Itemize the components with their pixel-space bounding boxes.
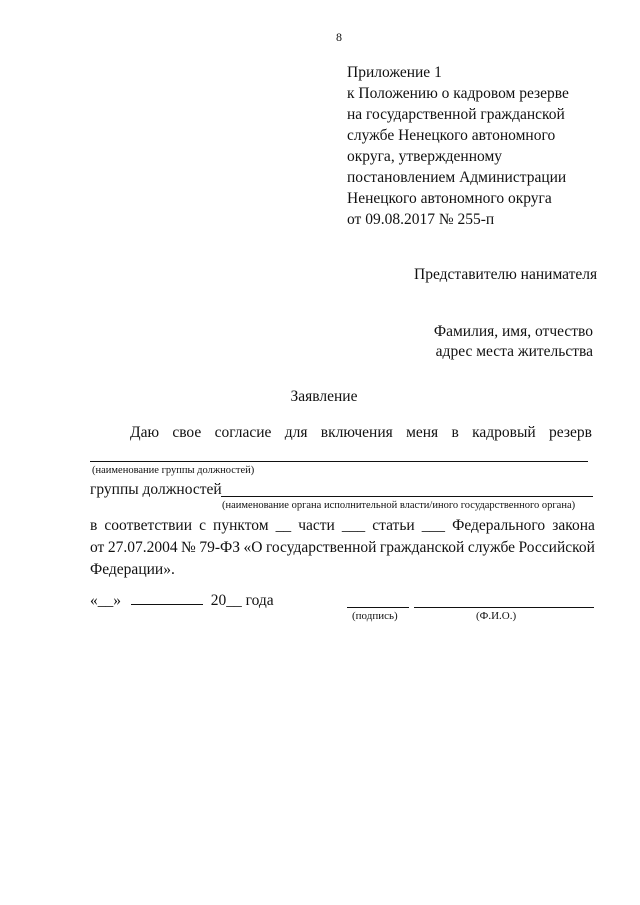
law-word: пунктом	[213, 517, 269, 534]
group-fill-line[interactable]	[90, 461, 588, 462]
law-word: службе	[467, 539, 516, 556]
law-word: в	[90, 517, 98, 534]
fio-line[interactable]	[414, 607, 594, 608]
law-word: государственной	[265, 539, 377, 556]
appendix-line: постановлением Администрации	[347, 169, 567, 186]
law-word: 27.07.2004	[107, 539, 178, 556]
law-row: Федерации».	[90, 561, 175, 578]
point-blank[interactable]: __	[275, 517, 292, 534]
law-word: «О	[243, 539, 263, 556]
appendix-line: Приложение 1	[347, 64, 442, 81]
law-word: закона	[552, 517, 595, 534]
page-number: 8	[336, 30, 342, 44]
article-blank[interactable]: ___	[421, 517, 446, 534]
organ-fill-line[interactable]	[221, 496, 593, 497]
signature-line[interactable]	[347, 607, 409, 608]
consent-line	[130, 424, 592, 442]
organ-caption: (наименование органа исполнительной власти/иного государственного органа)	[222, 500, 576, 511]
consent-word: свое	[172, 424, 202, 441]
consent-word: резерв	[549, 424, 592, 441]
appendix-line: Ненецкого автономного округа	[347, 190, 552, 207]
law-word: гражданской	[379, 539, 465, 556]
consent-word: кадровый	[472, 424, 536, 441]
signature-caption: (подпись)	[352, 610, 398, 622]
law-word: с	[199, 517, 206, 534]
appendix-line: округа, утвержденному	[347, 148, 503, 165]
appendix-line: к Положению о кадровом резерве	[347, 85, 569, 102]
consent-word: для	[284, 424, 308, 441]
law-word: части	[298, 517, 335, 534]
law-word: Российской	[518, 539, 595, 556]
consent-word: включения	[320, 424, 393, 441]
applicant-address-label: адрес места жительства	[435, 343, 593, 360]
day-blank[interactable]: «__»	[90, 592, 121, 609]
consent-word: согласие	[214, 424, 272, 441]
law-word: 79-ФЗ	[199, 539, 241, 556]
group-caption: (наименование группы должностей)	[92, 465, 255, 476]
applicant-name-label: Фамилия, имя, отчество	[433, 323, 593, 340]
appendix-line: службе Ненецкого автономного	[347, 127, 556, 144]
law-row	[90, 537, 595, 559]
addressee: Представителю нанимателя	[414, 266, 598, 283]
document-title: Заявление	[290, 388, 358, 405]
year-blank[interactable]: 20__ года	[210, 592, 274, 609]
appendix-line: от 09.08.2017 № 255-п	[347, 211, 495, 228]
group-label: группы должностей	[90, 481, 222, 498]
month-blank[interactable]	[131, 592, 203, 605]
law-word: Федерального	[452, 517, 546, 534]
part-blank[interactable]: ___	[341, 517, 366, 534]
fio-caption: (Ф.И.О.)	[476, 610, 517, 622]
consent-word: Даю	[130, 424, 160, 441]
law-row	[90, 515, 595, 537]
date-line	[90, 592, 274, 610]
applicant-block	[434, 322, 593, 362]
law-reference-text	[90, 515, 595, 581]
consent-word: меня	[406, 424, 439, 441]
consent-word: в	[451, 424, 459, 441]
law-word: от	[90, 539, 105, 556]
law-word: статьи	[372, 517, 415, 534]
appendix-line: на государственной гражданской	[347, 106, 565, 123]
appendix-header	[347, 62, 627, 230]
law-word: №	[181, 539, 196, 556]
law-word: соответствии	[104, 517, 192, 534]
